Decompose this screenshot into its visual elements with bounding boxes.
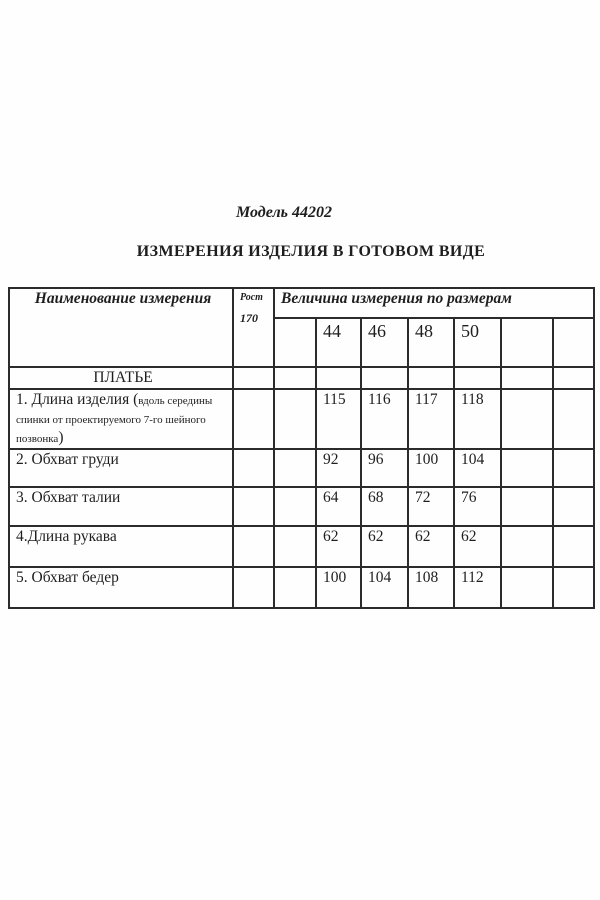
table-header-row-top [9,288,594,318]
value-cell-size46: 68 [361,487,408,526]
height-cell [233,487,274,526]
value-cell [274,487,316,526]
height-label: Рост [240,292,263,303]
empty-cell [233,367,274,389]
empty-cell [361,367,408,389]
value-cell [553,449,594,487]
value-cell [274,526,316,567]
measurement-label-main: 1. Длина изделия ( [16,390,139,408]
value-cell [501,449,553,487]
empty-cell [553,367,594,389]
height-cell [233,526,274,567]
height-cell [233,389,274,449]
value-cell-size44: 92 [316,449,361,487]
value-cell [501,526,553,567]
empty-cell [316,367,361,389]
size-cell-46: 46 [361,318,408,367]
table-row [9,389,594,449]
size-cell-50: 50 [454,318,501,367]
value-cell [501,487,553,526]
height-cell [233,567,274,608]
value-cell-size48: 72 [408,487,454,526]
value-cell-size48: 62 [408,526,454,567]
value-cell-size50: 62 [454,526,501,567]
height-value: 170 [240,311,258,326]
value-cell [553,389,594,449]
value-cell-size50: 112 [454,567,501,608]
column-header-name: Наименование измерения [9,288,233,367]
measurement-label-note: вдоль середины спинки от проектируемого 7-го шейного позвонка [16,394,213,445]
value-cell-size50: 118 [454,389,501,449]
value-cell [274,449,316,487]
column-header-height [233,288,274,367]
value-cell-size48: 108 [408,567,454,608]
value-cell-size46: 104 [361,567,408,608]
empty-cell [501,367,553,389]
size-cell-empty [501,318,553,367]
section-title: ПЛАТЬЕ [9,367,233,389]
size-cell-44: 44 [316,318,361,367]
value-cell-size44: 64 [316,487,361,526]
column-header-sizes: Величина измерения по размерам [274,288,594,318]
height-cell [233,449,274,487]
size-cell-48: 48 [408,318,454,367]
value-cell-size50: 104 [454,449,501,487]
table-row [9,526,594,567]
empty-cell [454,367,501,389]
value-cell-size46: 62 [361,526,408,567]
measurement-label [9,389,233,449]
table-row [9,449,594,487]
model-title: Модель 44202 [236,204,332,221]
empty-cell [274,367,316,389]
measurement-label: 4.Длина рукава [9,526,233,567]
value-cell [553,526,594,567]
value-cell [501,567,553,608]
section-row [9,367,594,389]
value-cell-size44: 100 [316,567,361,608]
value-cell [501,389,553,449]
size-cell-empty [553,318,594,367]
table-row [9,487,594,526]
value-cell-size44: 115 [316,389,361,449]
measurement-label: 5. Обхват бедер [9,567,233,608]
size-cell-empty [274,318,316,367]
value-cell [553,567,594,608]
value-cell [553,487,594,526]
value-cell [274,567,316,608]
value-cell-size48: 117 [408,389,454,449]
value-cell-size48: 100 [408,449,454,487]
value-cell [274,389,316,449]
value-cell-size46: 96 [361,449,408,487]
table-row [9,567,594,608]
value-cell-size44: 62 [316,526,361,567]
document-heading: ИЗМЕРЕНИЯ ИЗДЕЛИЯ В ГОТОВОМ ВИДЕ [136,243,486,260]
empty-cell [408,367,454,389]
measurement-label: 2. Обхват груди [9,449,233,487]
value-cell-size50: 76 [454,487,501,526]
measurement-label-close: ) [58,428,64,446]
measurements-table [8,287,595,609]
measurement-label: 3. Обхват талии [9,487,233,526]
value-cell-size46: 116 [361,389,408,449]
